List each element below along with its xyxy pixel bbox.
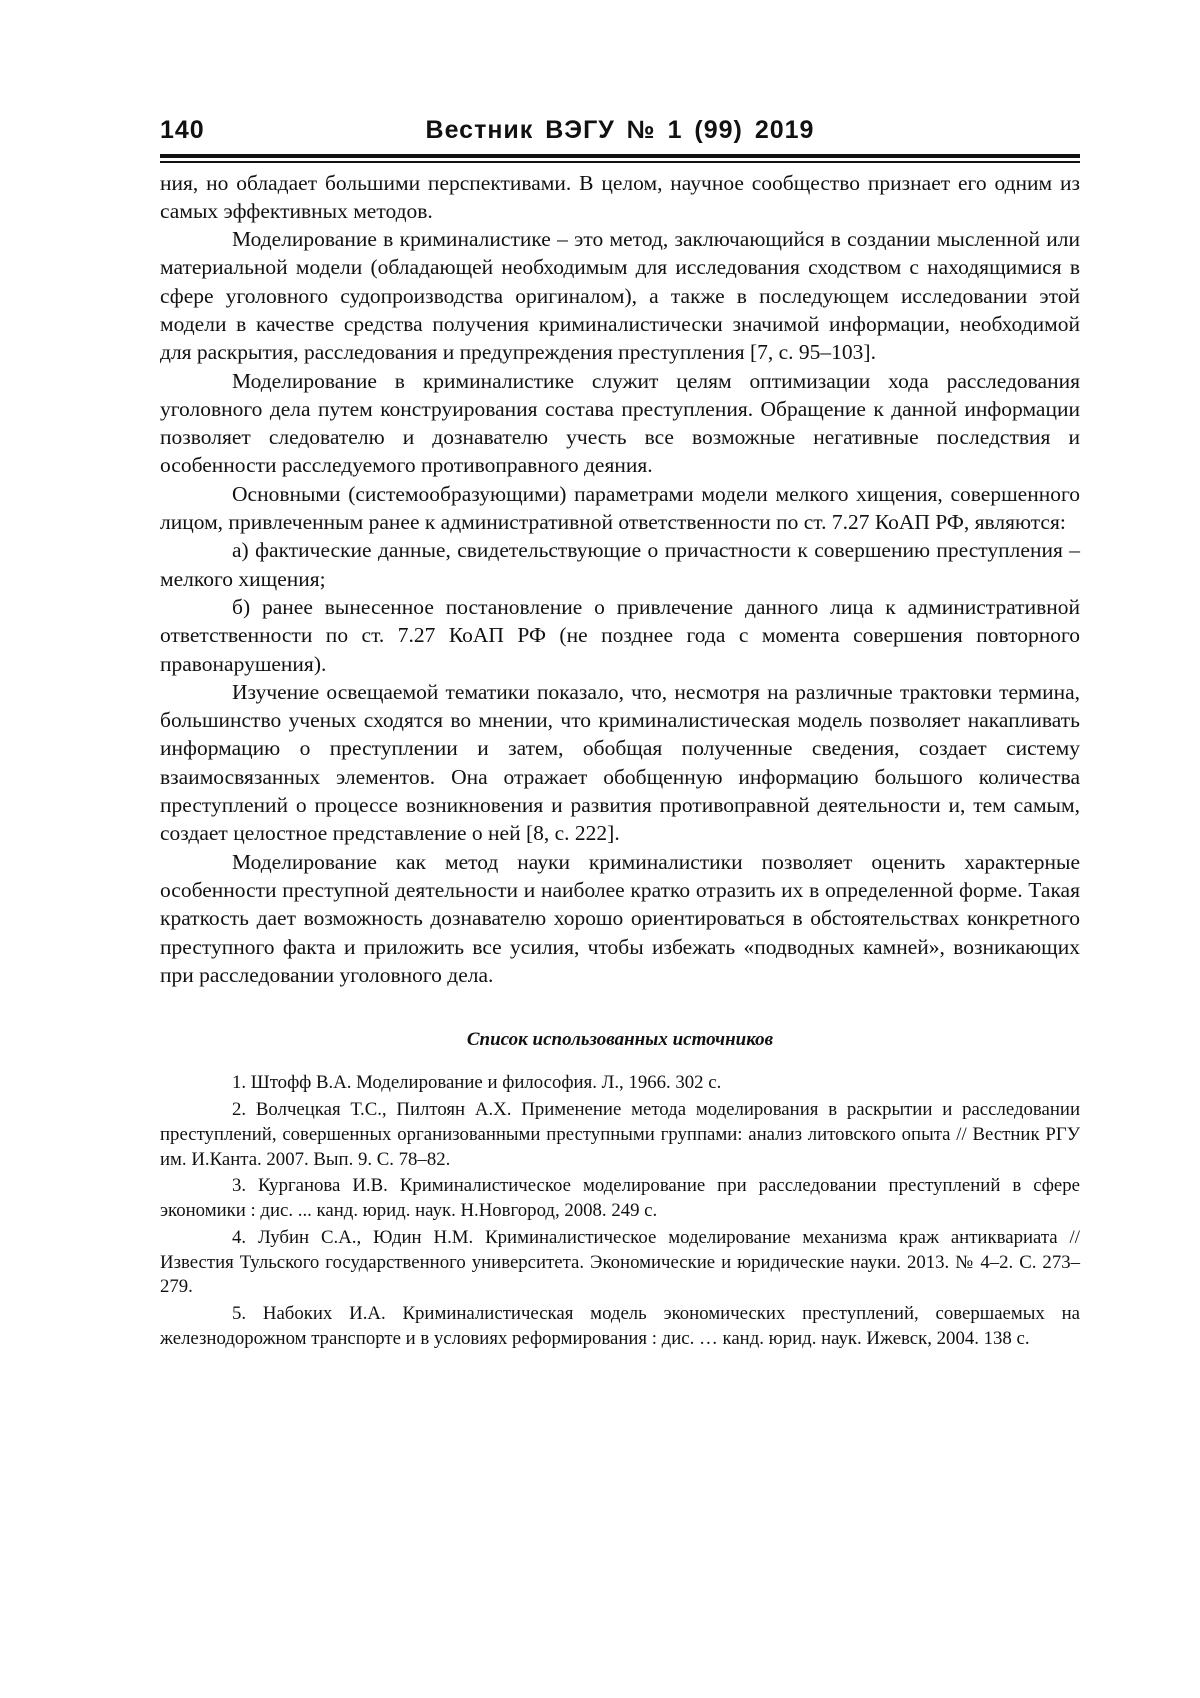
paragraph: Изучение освещаемой тематики показало, что, несмотря на различные трактовки термина, большинство ученых сходятся во мнении, что криминалистическая модель позволяет накапливать информацию о преступлении и затем, обобщая полученные сведения, создает систему взаимосвязанных элементов. Она отражает обобщенную информацию большого количества преступлений о процессе возникновения и развития противоправной деятельности и, тем самым, создает целостное представление о ней [8, с. 222]. bbox=[160, 679, 1080, 846]
paragraph: Моделирование как метод науки криминалистики позволяет оценить характерные особенности преступной деятельности и наиболее кратко отразить их в определенной форме. Такая краткость дает возможность дознавателю хорошо ориентироваться в обстоятельствах конкретного преступного факта и приложить все усилия, чтобы избежать «подводных камней», возникающих при расследовании уголовного дела. bbox=[160, 849, 1080, 987]
paragraph-continued: ния, но обладает большими перспективами. В целом, научное сообщество признает его одним из самых эффективных методов. bbox=[160, 170, 1080, 223]
header-rule-thick bbox=[160, 154, 1080, 158]
reference-item: 4. Лубин С.А., Юдин Н.М. Криминалистическое моделирование механизма краж антиквариата // Известия Тульского государственного университета. Экономические и юридические науки. 2013. № 4–2. С. 273–279. bbox=[160, 1226, 1080, 1298]
page-number: 140 bbox=[160, 116, 205, 144]
article-body bbox=[160, 169, 1080, 990]
list-item-a: а) фактические данные, свидетельствующие о причастности к совершению преступления – мелкого хищения; bbox=[160, 538, 1080, 591]
reference-item: 1. Штофф В.А. Моделирование и философия. Л., 1966. 302 с. bbox=[232, 1072, 722, 1094]
running-head bbox=[160, 110, 1080, 150]
reference-item: 2. Волчецкая Т.С., Пилтоян А.Х. Применение метода моделирования в раскрытии и расследовании преступлений, совершенных организованными преступными группами: анализ литовского опыта // Вестник РГУ им. И.Канта. 2007. Вып. 9. С. 78–82. bbox=[160, 1098, 1080, 1170]
reference-item: 3. Курганова И.В. Криминалистическое моделирование при расследовании преступлений в сфере экономики : дис. ... канд. юрид. наук. Н.Новгород, 2008. 249 с. bbox=[160, 1175, 1080, 1222]
header-rule-thin bbox=[160, 161, 1080, 163]
journal-page bbox=[160, 110, 1080, 1354]
paragraph: Основными (системообразующими) параметрами модели мелкого хищения, совершенного лицом, привлеченным ранее к административной ответственности по ст. 7.27 КоАП РФ, являются: bbox=[160, 481, 1080, 535]
references-heading: Список использованных источников bbox=[466, 1029, 774, 1051]
paragraph: Моделирование в криминалистике служит целям оптимизации хода расследования уголовного дела путем конструирования состава преступления. Обращение к данной информации позволяет следователю и дознавателю учесть все возможные негативные последствия и особенности расследуемого противоправного деяния. bbox=[160, 368, 1080, 478]
journal-title: Вестник ВЭГУ № 1 (99) 2019 bbox=[425, 116, 815, 144]
reference-item: 5. Набоких И.А. Криминалистическая модель экономических преступлений, совершаемых на железнодорожном транспорте и в условиях реформирования : дис. … канд. юрид. наук. Ижевск, 2004. 138 с. bbox=[160, 1303, 1080, 1350]
references-list bbox=[160, 1071, 1080, 1352]
list-item-b: б) ранее вынесенное постановление о привлечение данного лица к административной ответственности по ст. 7.27 КоАП РФ (не позднее года с момента совершения повторного правонарушения). bbox=[160, 594, 1080, 676]
paragraph: Моделирование в криминалистике – это метод, заключающийся в создании мысленной или материальной модели (обладающей необходимым для исследования сходством с находящимися в сфере уголовного судопроизводства оригиналом), а также в последующем исследовании этой модели в качестве средства получения криминалистически значимой информации, необходимой для раскрытия, расследования и предупреждения преступления [7, с. 95–103]. bbox=[160, 227, 1080, 365]
